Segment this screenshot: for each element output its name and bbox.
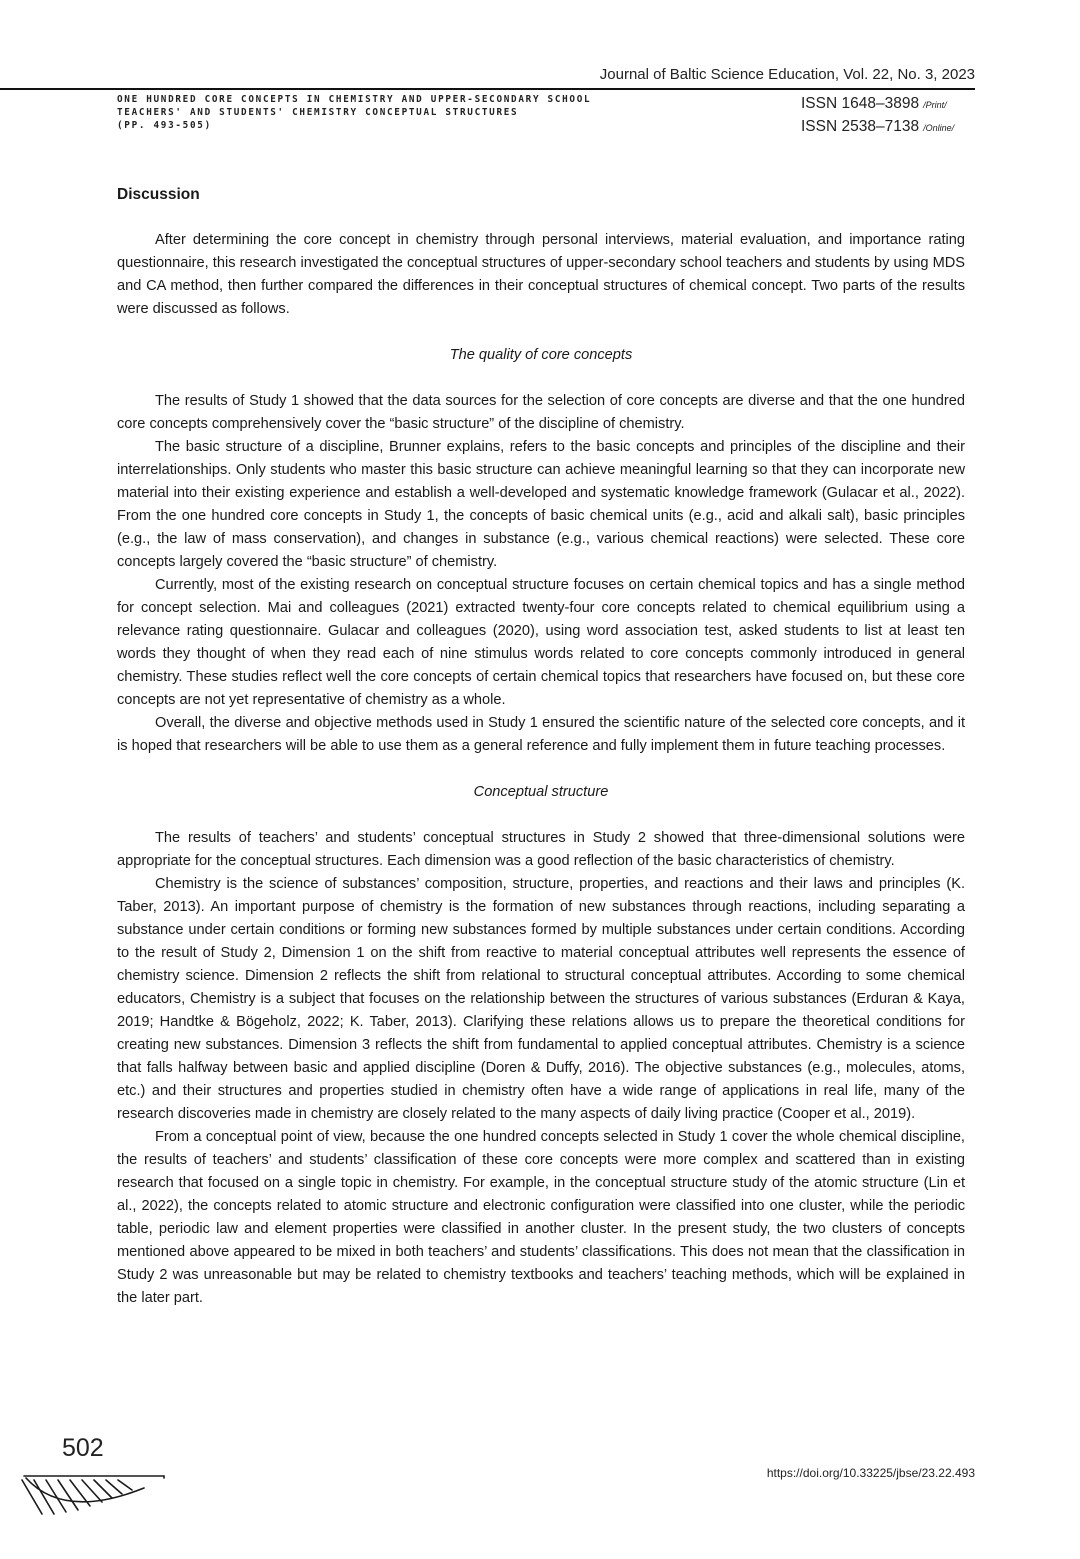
paragraph: After determining the core concept in chemistry through personal interviews, material evaluation, and importance rating questionnaire, this research investigated the conceptual structures of upper-secondary school teachers and students by using MDS and CA method, then further compared the differences in their conceptual structures of chemical concept. Two parts of the results were discussed as follows. bbox=[117, 232, 965, 317]
article-body bbox=[117, 183, 965, 1310]
running-head-pages: (PP. 493-505) bbox=[117, 120, 212, 131]
issn-print-label: /Print/ bbox=[923, 100, 947, 110]
running-head bbox=[117, 93, 757, 132]
doi-link[interactable]: https://doi.org/10.33225/jbse/23.22.493 bbox=[766, 1466, 975, 1480]
running-head-line: ONE HUNDRED CORE CONCEPTS IN CHEMISTRY AND UPPER-SECONDARY SCHOOL bbox=[117, 94, 592, 105]
paragraph: Chemistry is the science of substances’ composition, structure, properties, and reactions and their laws and principles (K. Taber, 2013). An important purpose of chemistry is the formation of new substances through reactions, including separating a substance under certain conditions or forming new substances formed by multiple substances under certain conditions. According to the result of Study 2, Dimension 1 on the shift from reactive to material conceptual attributes well represents the essence of chemistry science. Dimension 2 reflects the shift from relational to structural conceptual attributes. According to some chemical educators, Chemistry is a subject that focuses on the relationship between the structures of various substances (Erduran & Kaya, 2019; Handtke & Bögeholz, 2022; K. Taber, 2013). Clarifying these relations allows us to prepare the theoretical conditions for creating new substances. Dimension 3 reflects the shift from fundamental to applied conceptual attributes. Chemistry is a science that falls halfway between basic and applied discipline (Doren & Duffy, 2016). The objective substances (e.g., molecules, atoms, etc.) and their structures and properties studied in chemistry often have a wide range of applications in real life, many of the research discoveries made in chemistry are closely related to the many aspects of daily living practice (Cooper et al., 2019). bbox=[117, 876, 965, 1122]
paragraph: The basic structure of a discipline, Brunner explains, refers to the basic concepts and principles of the discipline and their interrelationships. Only students who master this basic structure can achieve meaningful learning so that they can incorporate new material into their existing experience and establish a well-developed and systematic knowledge framework (Gulacar et al., 2022). From the one hundred core concepts in Study 1, the concepts of basic chemical units (e.g., acid and alkali salt), basic principles (e.g., the law of mass conservation), and changes in substance (e.g., various chemical reactions) were selected. These core concepts largely covered the “basic structure” of chemistry. bbox=[117, 439, 965, 570]
paragraph: Currently, most of the existing research on conceptual structure focuses on certain chemical topics and has a single method for concept selection. Mai and colleagues (2021) extracted twenty-four core concepts related to chemical equilibrium using a relevance rating questionnaire. Gulacar and colleagues (2020), using word association test, asked students to list at least ten words they thought of when they read each of nine stimulus words related to core concepts commonly introduced in general chemistry. These studies reflect well the core concepts of certain chemical topics that researchers have focused on, but these core concepts are not yet representative of chemistry as a whole. bbox=[117, 577, 965, 708]
subsection-title: The quality of core concepts bbox=[449, 347, 633, 363]
paragraph: The results of teachers’ and students’ conceptual structures in Study 2 showed that three-dimensional solutions were appropriate for the conceptual structures. Each dimension was a good reflection of the basic characteristics of chemistry. bbox=[117, 830, 965, 869]
issn-print: ISSN 1648–3898 bbox=[801, 95, 920, 112]
running-head-line: TEACHERS' AND STUDENTS' CHEMISTRY CONCEPTUAL STRUCTURES bbox=[117, 107, 519, 118]
paragraph: The results of Study 1 showed that the data sources for the selection of core concepts are diverse and that the one hundred core concepts comprehensively cover the “basic structure” of the discipline of chemistry. bbox=[117, 393, 965, 432]
paragraph: Overall, the diverse and objective methods used in Study 1 ensured the scientific nature of the selected core concepts, and it is hoped that researchers will be able to use them as a general reference and fully implement them in future teaching processes. bbox=[117, 715, 965, 754]
journal-title: Journal of Baltic Science Education, Vol. 22, No. 3, 2023 bbox=[599, 66, 975, 83]
section-title: Discussion bbox=[117, 186, 200, 203]
issn-online: ISSN 2538–7138 bbox=[801, 118, 920, 135]
paragraph: From a conceptual point of view, because the one hundred concepts selected in Study 1 cover the whole chemical discipline, the results of teachers’ and students’ classification of these core concepts were more complex and scattered than in existing research that focused on a single topic in chemistry. For example, in the conceptual structure study of the atomic structure (Lin et al., 2022), the concepts related to atomic structure and electronic configuration were classified into one cluster, while the periodic table, periodic law and element properties were classified in another cluster. In the present study, the two clusters of concepts mentioned above appeared to be mixed in both teachers’ and students’ classifications. This does not mean that the classification in Study 2 was unreasonable but may be related to chemistry textbooks and teachers’ teaching methods, which will be explained in the later part. bbox=[117, 1129, 965, 1306]
header-rule bbox=[0, 88, 975, 90]
subsection-title: Conceptual structure bbox=[473, 784, 609, 800]
journal-logo-icon bbox=[14, 1470, 174, 1522]
issn-online-label: /Online/ bbox=[923, 123, 955, 133]
issn-block bbox=[801, 93, 954, 139]
page-number: 502 bbox=[62, 1434, 104, 1462]
